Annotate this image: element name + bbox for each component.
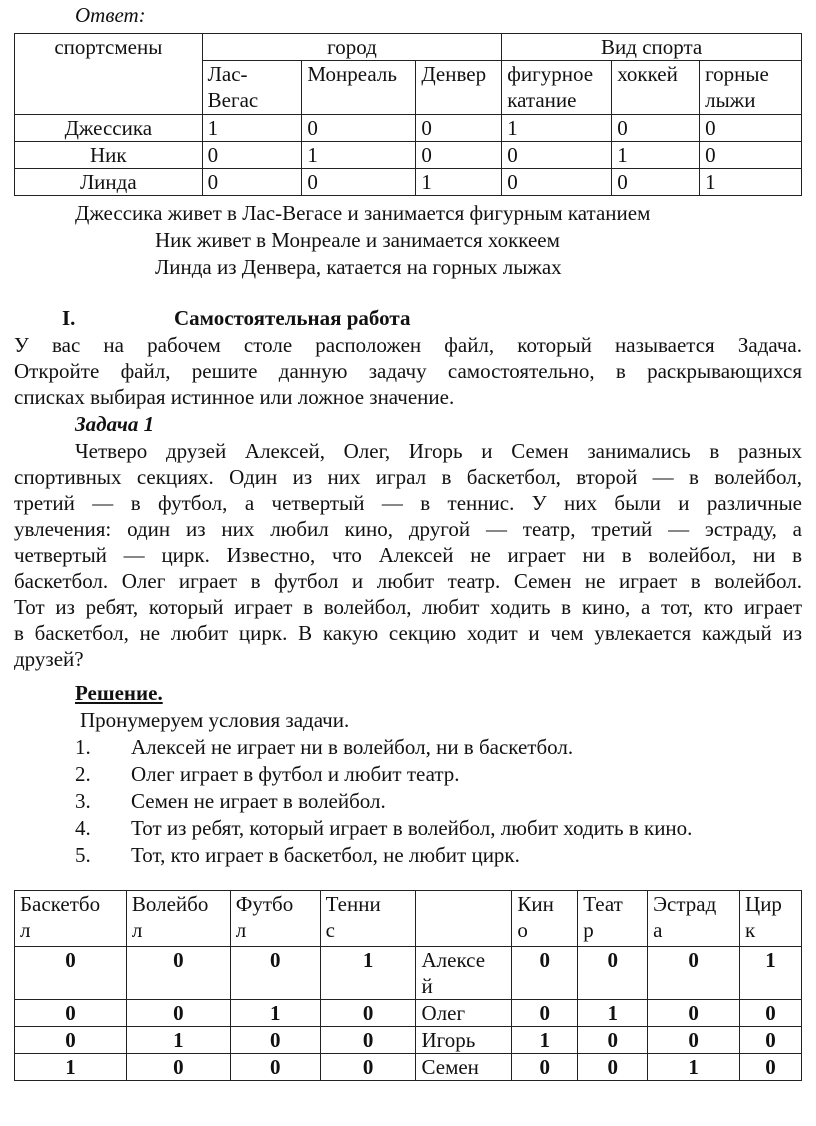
cell-value: 0 bbox=[740, 1054, 802, 1081]
cell-value: 1 bbox=[416, 169, 502, 196]
intro-line: списках выбирая истинное или ложное значение. bbox=[14, 385, 455, 409]
sport-cell: горные лыжи bbox=[700, 61, 802, 115]
cell-value: 1 bbox=[15, 1054, 127, 1081]
task-line: баскетбол. Олег играет в футбол и любит театр. Семен не играет в волейбол. bbox=[14, 569, 802, 593]
cell-value: 0 bbox=[320, 1000, 416, 1027]
cell-value: 0 bbox=[512, 1000, 578, 1027]
cell-value: 0 bbox=[230, 1054, 320, 1081]
cell-value: 1 bbox=[612, 142, 700, 169]
condition-number: 1. bbox=[75, 735, 91, 759]
cell-value: 0 bbox=[502, 142, 612, 169]
row-name: Игорь bbox=[416, 1027, 512, 1054]
cell-value: 0 bbox=[302, 115, 416, 142]
intro-line: У вас на рабочем столе расположен файл, который называется Задача. bbox=[14, 333, 802, 357]
cell-value: 0 bbox=[320, 1027, 416, 1054]
cell-value: 0 bbox=[320, 1054, 416, 1081]
task-line: друзей? bbox=[14, 647, 84, 671]
condition-text: Олег играет в футбол и любит театр. bbox=[131, 762, 460, 786]
cell-value: 0 bbox=[230, 947, 320, 1000]
cell-value: 0 bbox=[512, 947, 578, 1000]
cell-value: 0 bbox=[612, 115, 700, 142]
section-title: Самостоятельная работа bbox=[174, 306, 411, 330]
solution-title: Решение. bbox=[75, 681, 163, 705]
condition-number: 5. bbox=[75, 843, 91, 867]
cell-value: 1 bbox=[700, 169, 802, 196]
task-line: третий — в футбол, а четвертый — в теннис. У них были и различные bbox=[14, 491, 802, 515]
table-row bbox=[15, 1000, 802, 1027]
cell-value: 0 bbox=[612, 169, 700, 196]
cell-value: 1 bbox=[302, 142, 416, 169]
friends-table bbox=[14, 890, 802, 1081]
cell-value: 1 bbox=[740, 947, 802, 1000]
cell-value: 0 bbox=[15, 1000, 127, 1027]
header-basketball: Баскетбо л bbox=[15, 891, 127, 947]
condition-text: Семен не играет в волейбол. bbox=[131, 789, 386, 813]
answer-label: Ответ: bbox=[75, 3, 146, 27]
sportsmen-table bbox=[14, 33, 802, 196]
row-name: Олег bbox=[416, 1000, 512, 1027]
condition-text: Тот из ребят, который играет в волейбол, любит ходить в кино. bbox=[131, 816, 693, 840]
task-line: в баскетбол, не любит цирк. В какую секцию ходит и чем увлекается каждый из bbox=[14, 621, 802, 645]
row-name: Ник bbox=[15, 142, 203, 169]
cell-value: 0 bbox=[416, 115, 502, 142]
cell-value: 0 bbox=[126, 947, 230, 1000]
cell-value: 0 bbox=[578, 1027, 648, 1054]
cell-value: 0 bbox=[202, 169, 302, 196]
table-row bbox=[15, 947, 802, 1000]
condition-text: Тот, кто играет в баскетбол, не любит цирк. bbox=[131, 843, 520, 867]
condition-number: 3. bbox=[75, 789, 91, 813]
header-volleyball: Волейбо л bbox=[126, 891, 230, 947]
cell-value: 0 bbox=[700, 115, 802, 142]
table-row bbox=[15, 1054, 802, 1081]
cell-value: 0 bbox=[302, 169, 416, 196]
conclusion-line: Ник живет в Монреале и занимается хоккеем bbox=[155, 228, 560, 252]
cell-value: 1 bbox=[648, 1054, 740, 1081]
row-name: Семен bbox=[416, 1054, 512, 1081]
sport-cell: хоккей bbox=[612, 61, 700, 115]
cell-value: 0 bbox=[15, 947, 127, 1000]
cell-value: 0 bbox=[126, 1054, 230, 1081]
task-line: Четверо друзей Алексей, Олег, Игорь и Семен занимались в разных bbox=[75, 439, 802, 463]
condition-text: Алексей не играет ни в волейбол, ни в баскетбол. bbox=[131, 735, 574, 759]
cell-value: 0 bbox=[502, 169, 612, 196]
row-name: Джессика bbox=[15, 115, 203, 142]
header-sportsmen: спортсмены bbox=[15, 34, 203, 115]
cell-value: 0 bbox=[15, 1027, 127, 1054]
condition-number: 2. bbox=[75, 762, 91, 786]
city-cell: Лас- Вегас bbox=[202, 61, 302, 115]
cell-value: 0 bbox=[700, 142, 802, 169]
task-line: увлечения: один из них любил кино, другой — театр, третий — эстраду, а bbox=[14, 517, 802, 541]
cell-value: 0 bbox=[648, 1000, 740, 1027]
header-theatre: Теат р bbox=[578, 891, 648, 947]
solution-intro: Пронумеруем условия задачи. bbox=[80, 708, 350, 732]
header-blank bbox=[416, 891, 512, 947]
task-title: Задача 1 bbox=[75, 412, 155, 436]
cell-value: 0 bbox=[648, 947, 740, 1000]
section-number: I. bbox=[62, 306, 76, 330]
header-city: город bbox=[202, 34, 502, 61]
cell-value: 0 bbox=[512, 1054, 578, 1081]
cell-value: 0 bbox=[202, 142, 302, 169]
sport-cell: фигурное катание bbox=[502, 61, 612, 115]
task-line: спортивных секциях. Один из них играл в баскетбол, второй — в волейбол, bbox=[14, 465, 802, 489]
cell-value: 1 bbox=[230, 1000, 320, 1027]
cell-value: 0 bbox=[416, 142, 502, 169]
conclusion-line: Линда из Денвера, катается на горных лыжах bbox=[155, 255, 562, 279]
row-name: Линда bbox=[15, 169, 203, 196]
cell-value: 1 bbox=[578, 1000, 648, 1027]
table-row bbox=[15, 115, 802, 142]
cell-value: 0 bbox=[648, 1027, 740, 1054]
cell-value: 1 bbox=[202, 115, 302, 142]
cell-value: 1 bbox=[512, 1027, 578, 1054]
table-row bbox=[15, 142, 802, 169]
header-football: Футбо л bbox=[230, 891, 320, 947]
cell-value: 1 bbox=[320, 947, 416, 1000]
header-estrada: Эстрад а bbox=[648, 891, 740, 947]
header-circus: Цир к bbox=[740, 891, 802, 947]
cell-value: 1 bbox=[502, 115, 612, 142]
city-cell: Монреаль bbox=[302, 61, 416, 115]
table-row bbox=[15, 169, 802, 196]
table-row bbox=[15, 1027, 802, 1054]
task-line: Тот из ребят, который играет в волейбол, любит ходить в кино, а тот, кто играет bbox=[14, 595, 802, 619]
cell-value: 0 bbox=[230, 1027, 320, 1054]
cell-value: 0 bbox=[740, 1000, 802, 1027]
condition-number: 4. bbox=[75, 816, 91, 840]
city-cell: Денвер bbox=[416, 61, 502, 115]
header-tennis: Тенни с bbox=[320, 891, 416, 947]
cell-value: 0 bbox=[126, 1000, 230, 1027]
cell-value: 0 bbox=[578, 1054, 648, 1081]
cell-value: 0 bbox=[578, 947, 648, 1000]
task-line: четвертый — цирк. Известно, что Алексей не играет ни в волейбол, ни в bbox=[14, 543, 802, 567]
conclusion-line: Джессика живет в Лас-Вегасе и занимается фигурным катанием bbox=[75, 201, 651, 225]
header-cinema: Кин о bbox=[512, 891, 578, 947]
row-name: Алексе й bbox=[416, 947, 512, 1000]
intro-line: Откройте файл, решите данную задачу самостоятельно, в раскрывающихся bbox=[14, 359, 802, 383]
cell-value: 0 bbox=[740, 1027, 802, 1054]
cell-value: 1 bbox=[126, 1027, 230, 1054]
header-sport: Вид спорта bbox=[502, 34, 802, 61]
